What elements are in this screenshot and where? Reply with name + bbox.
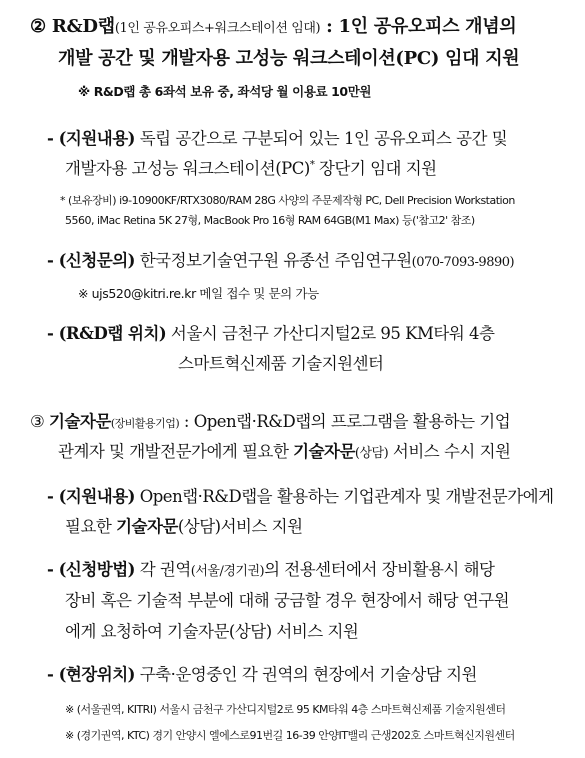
consulting-method — [47, 556, 495, 580]
site-note-seoul: ※ (서울권역, KITRI) 서울시 금천구 가산디지털2로 95 KM타워 4층 스마트혁신제품 기술지원센터 — [65, 703, 506, 716]
rnd-inquiry — [47, 247, 514, 271]
consulting-content-label: - (지원내용) — [47, 487, 135, 506]
section-3-title — [30, 408, 510, 432]
rnd-support-text-2b: 장단기 임대 지원 — [314, 159, 437, 178]
email-note: ※ ujs520@kitri.re.kr 메일 접수 및 문의 가능 — [78, 286, 319, 301]
consulting-method-1a: 각 권역 — [134, 560, 191, 579]
section-3-title-line2 — [58, 438, 510, 462]
rnd-lab-heading: R&D랩 — [51, 16, 115, 37]
rnd-inquiry-phone: (070-7093-9890) — [411, 255, 515, 270]
equipment-note-line1: * (보유장비) i9-10900KF/RTX3080/RAM 28G 사양의 주문제작형 PC, Dell Precision Workstation — [60, 194, 515, 207]
consulting-site-text: 구축·운영중인 각 권역의 현장에서 기술상담 지원 — [134, 665, 477, 684]
consulting-heading-paren: (장비활용기업) — [110, 417, 180, 430]
consulting-heading-paren2: (상담) — [354, 446, 389, 461]
rnd-location-line2: 스마트혁신제품 기술지원센터 — [178, 354, 384, 373]
section-2-title-line2: 개발 공간 및 개발자용 고성능 워크스테이션(PC) 임대 지원 — [58, 48, 520, 69]
consulting-method-1b: 의 전용센터에서 장비활용시 해당 — [264, 560, 495, 579]
consulting-method-line2: 장비 혹은 기술적 부분에 대해 궁금할 경우 현장에서 해당 연구원 — [65, 591, 510, 610]
rnd-lab-note: ※ R&D랩 총 6좌석 보유 중, 좌석당 월 이용료 10만원 — [78, 84, 372, 99]
rnd-support-content — [47, 125, 507, 149]
rnd-location — [47, 320, 494, 344]
rnd-support-text-2a: 개발자용 고성능 워크스테이션(PC) — [65, 159, 310, 178]
rnd-location-label: - (R&D랩 위치) — [47, 324, 167, 343]
consulting-content — [47, 483, 554, 507]
rnd-inquiry-label: - (신청문의) — [47, 251, 135, 270]
consulting-heading-rest: : Open랩·R&D랩의 프로그램을 활용하는 기업 — [179, 412, 511, 431]
equipment-note-line2: 5560, iMac Retina 5K 27형, MacBook Pro 16형 RAM 64GB(M1 Max) 등('참고2' 참조) — [65, 214, 475, 227]
consulting-site-label: - (현장위치) — [47, 665, 135, 684]
consulting-content-2b: (상담)서비스 지원 — [177, 517, 303, 536]
consulting-content-bold: 기술자문 — [116, 517, 178, 536]
footnote-mark: * — [309, 159, 315, 171]
consulting-method-paren: (서울/경기권) — [190, 564, 265, 579]
section-3-number: ③ — [30, 412, 45, 431]
consulting-method-label: - (신청방법) — [47, 560, 135, 579]
consulting-heading-line2a: 관계자 및 개발전문가에게 필요한 — [58, 442, 294, 461]
section-2-number: ② — [30, 16, 46, 37]
rnd-location-text: 서울시 금천구 가산디지털2로 95 KM타워 4층 — [166, 324, 495, 343]
section-2-title — [30, 12, 516, 38]
consulting-method-line3: 에게 요청하여 기술자문(상담) 서비스 지원 — [65, 622, 359, 641]
rnd-lab-heading-paren: (1인 공유오피스+워크스테이션 임대) — [114, 21, 321, 36]
consulting-heading: 기술자문 — [49, 412, 111, 431]
site-note-gyeonggi: ※ (경기권역, KTC) 경기 안양시 엘에스로91번길 16-39 안양IT밸리 근생202호 스마트혁신지원센터 — [65, 729, 515, 742]
consulting-content-line2 — [65, 513, 303, 537]
rnd-support-label: - (지원내용) — [47, 129, 135, 148]
rnd-support-content-line2 — [65, 155, 437, 179]
consulting-heading-bold: 기술자문 — [293, 442, 355, 461]
consulting-content-text: Open랩·R&D랩을 활용하는 기업관계자 및 개발전문가에게 — [134, 487, 554, 506]
rnd-inquiry-text: 한국정보기술연구원 유종선 주임연구원 — [134, 251, 412, 270]
consulting-content-2a: 필요한 — [65, 517, 117, 536]
rnd-support-text: 독립 공간으로 구분되어 있는 1인 공유오피스 공간 및 — [134, 129, 508, 148]
rnd-lab-heading-rest: : 1인 공유오피스 개념의 — [320, 16, 517, 37]
consulting-heading-line2b: 서비스 수시 지원 — [388, 442, 511, 461]
consulting-site — [47, 661, 477, 685]
